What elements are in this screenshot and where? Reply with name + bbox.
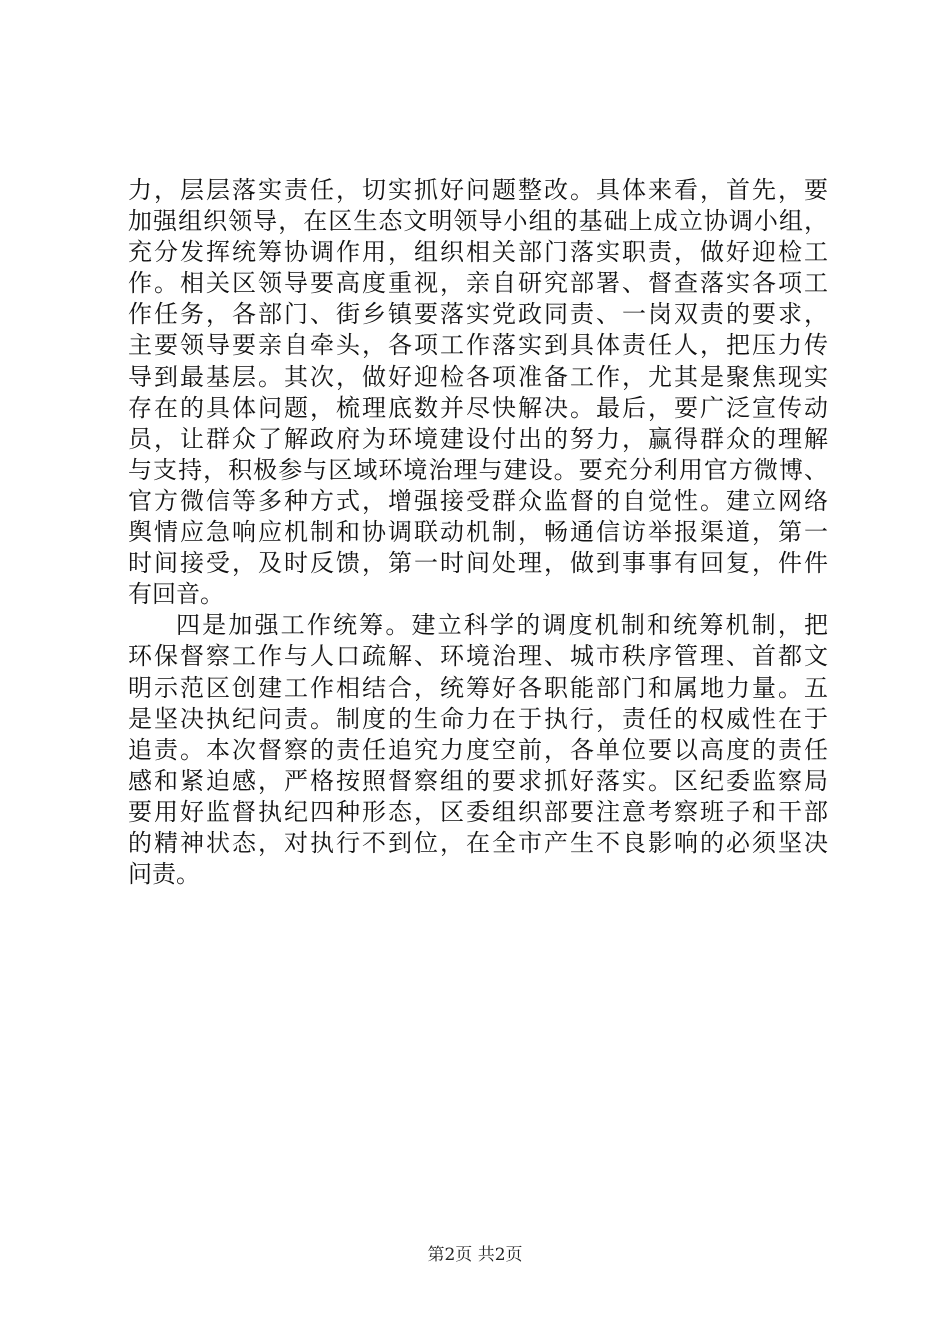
- text-line: 员，让群众了解政府为环境建设付出的努力，赢得群众的理解: [128, 424, 828, 453]
- text-line: 作任务，各部门、街乡镇要落实党政同责、一岗双责的要求，: [128, 300, 828, 329]
- paragraph: [128, 610, 828, 890]
- text-line: 明示范区创建工作相结合，统筹好各职能部门和属地力量。五: [128, 673, 828, 702]
- text-line: 追责。本次督察的责任追究力度空前，各单位要以高度的责任: [128, 735, 828, 764]
- text-line: 与支持，积极参与区域环境治理与建设。要充分利用官方微博、: [128, 455, 828, 484]
- text-line: 要用好监督执纪四种形态，区委组织部要注意考察班子和干部: [128, 797, 828, 826]
- text-line: 问责。: [128, 860, 200, 889]
- text-line: 环保督察工作与人口疏解、环境治理、城市秩序管理、首都文: [128, 642, 828, 671]
- page-footer: [0, 1244, 950, 1266]
- text-line: 四是加强工作统筹。建立科学的调度机制和统筹机制，把: [176, 611, 828, 640]
- page-number: 第2页 共2页: [427, 1245, 523, 1265]
- text-line: 感和紧迫感，严格按照督察组的要求抓好落实。区纪委监察局: [128, 766, 828, 795]
- text-line: 有回音。: [128, 580, 224, 609]
- document-body: [128, 175, 828, 890]
- text-line: 舆情应急响应机制和协调联动机制，畅通信访举报渠道，第一: [128, 518, 828, 547]
- text-line: 是坚决执纪问责。制度的生命力在于执行，责任的权威性在于: [128, 704, 828, 733]
- text-line: 导到最基层。其次，做好迎检各项准备工作，尤其是聚焦现实: [128, 362, 828, 391]
- text-line: 的精神状态，对执行不到位，在全市产生不良影响的必须坚决: [128, 828, 828, 857]
- text-line: 主要领导要亲自牵头，各项工作落实到具体责任人，把压力传: [128, 331, 828, 360]
- text-line: 力，层层落实责任，切实抓好问题整改。具体来看，首先，要: [128, 176, 828, 204]
- text-line: 充分发挥统筹协调作用，组织相关部门落实职责，做好迎检工: [128, 238, 828, 267]
- paragraph: [128, 175, 828, 610]
- text-line: 官方微信等多种方式，增强接受群众监督的自觉性。建立网络: [128, 486, 828, 515]
- text-line: 存在的具体问题，梳理底数并尽快解决。最后，要广泛宣传动: [128, 393, 828, 422]
- text-line: 加强组织领导，在区生态文明领导小组的基础上成立协调小组，: [128, 207, 828, 236]
- text-line: 作。相关区领导要高度重视，亲自研究部署、督查落实各项工: [128, 269, 828, 298]
- text-line: 时间接受，及时反馈，第一时间处理，做到事事有回复，件件: [128, 549, 828, 578]
